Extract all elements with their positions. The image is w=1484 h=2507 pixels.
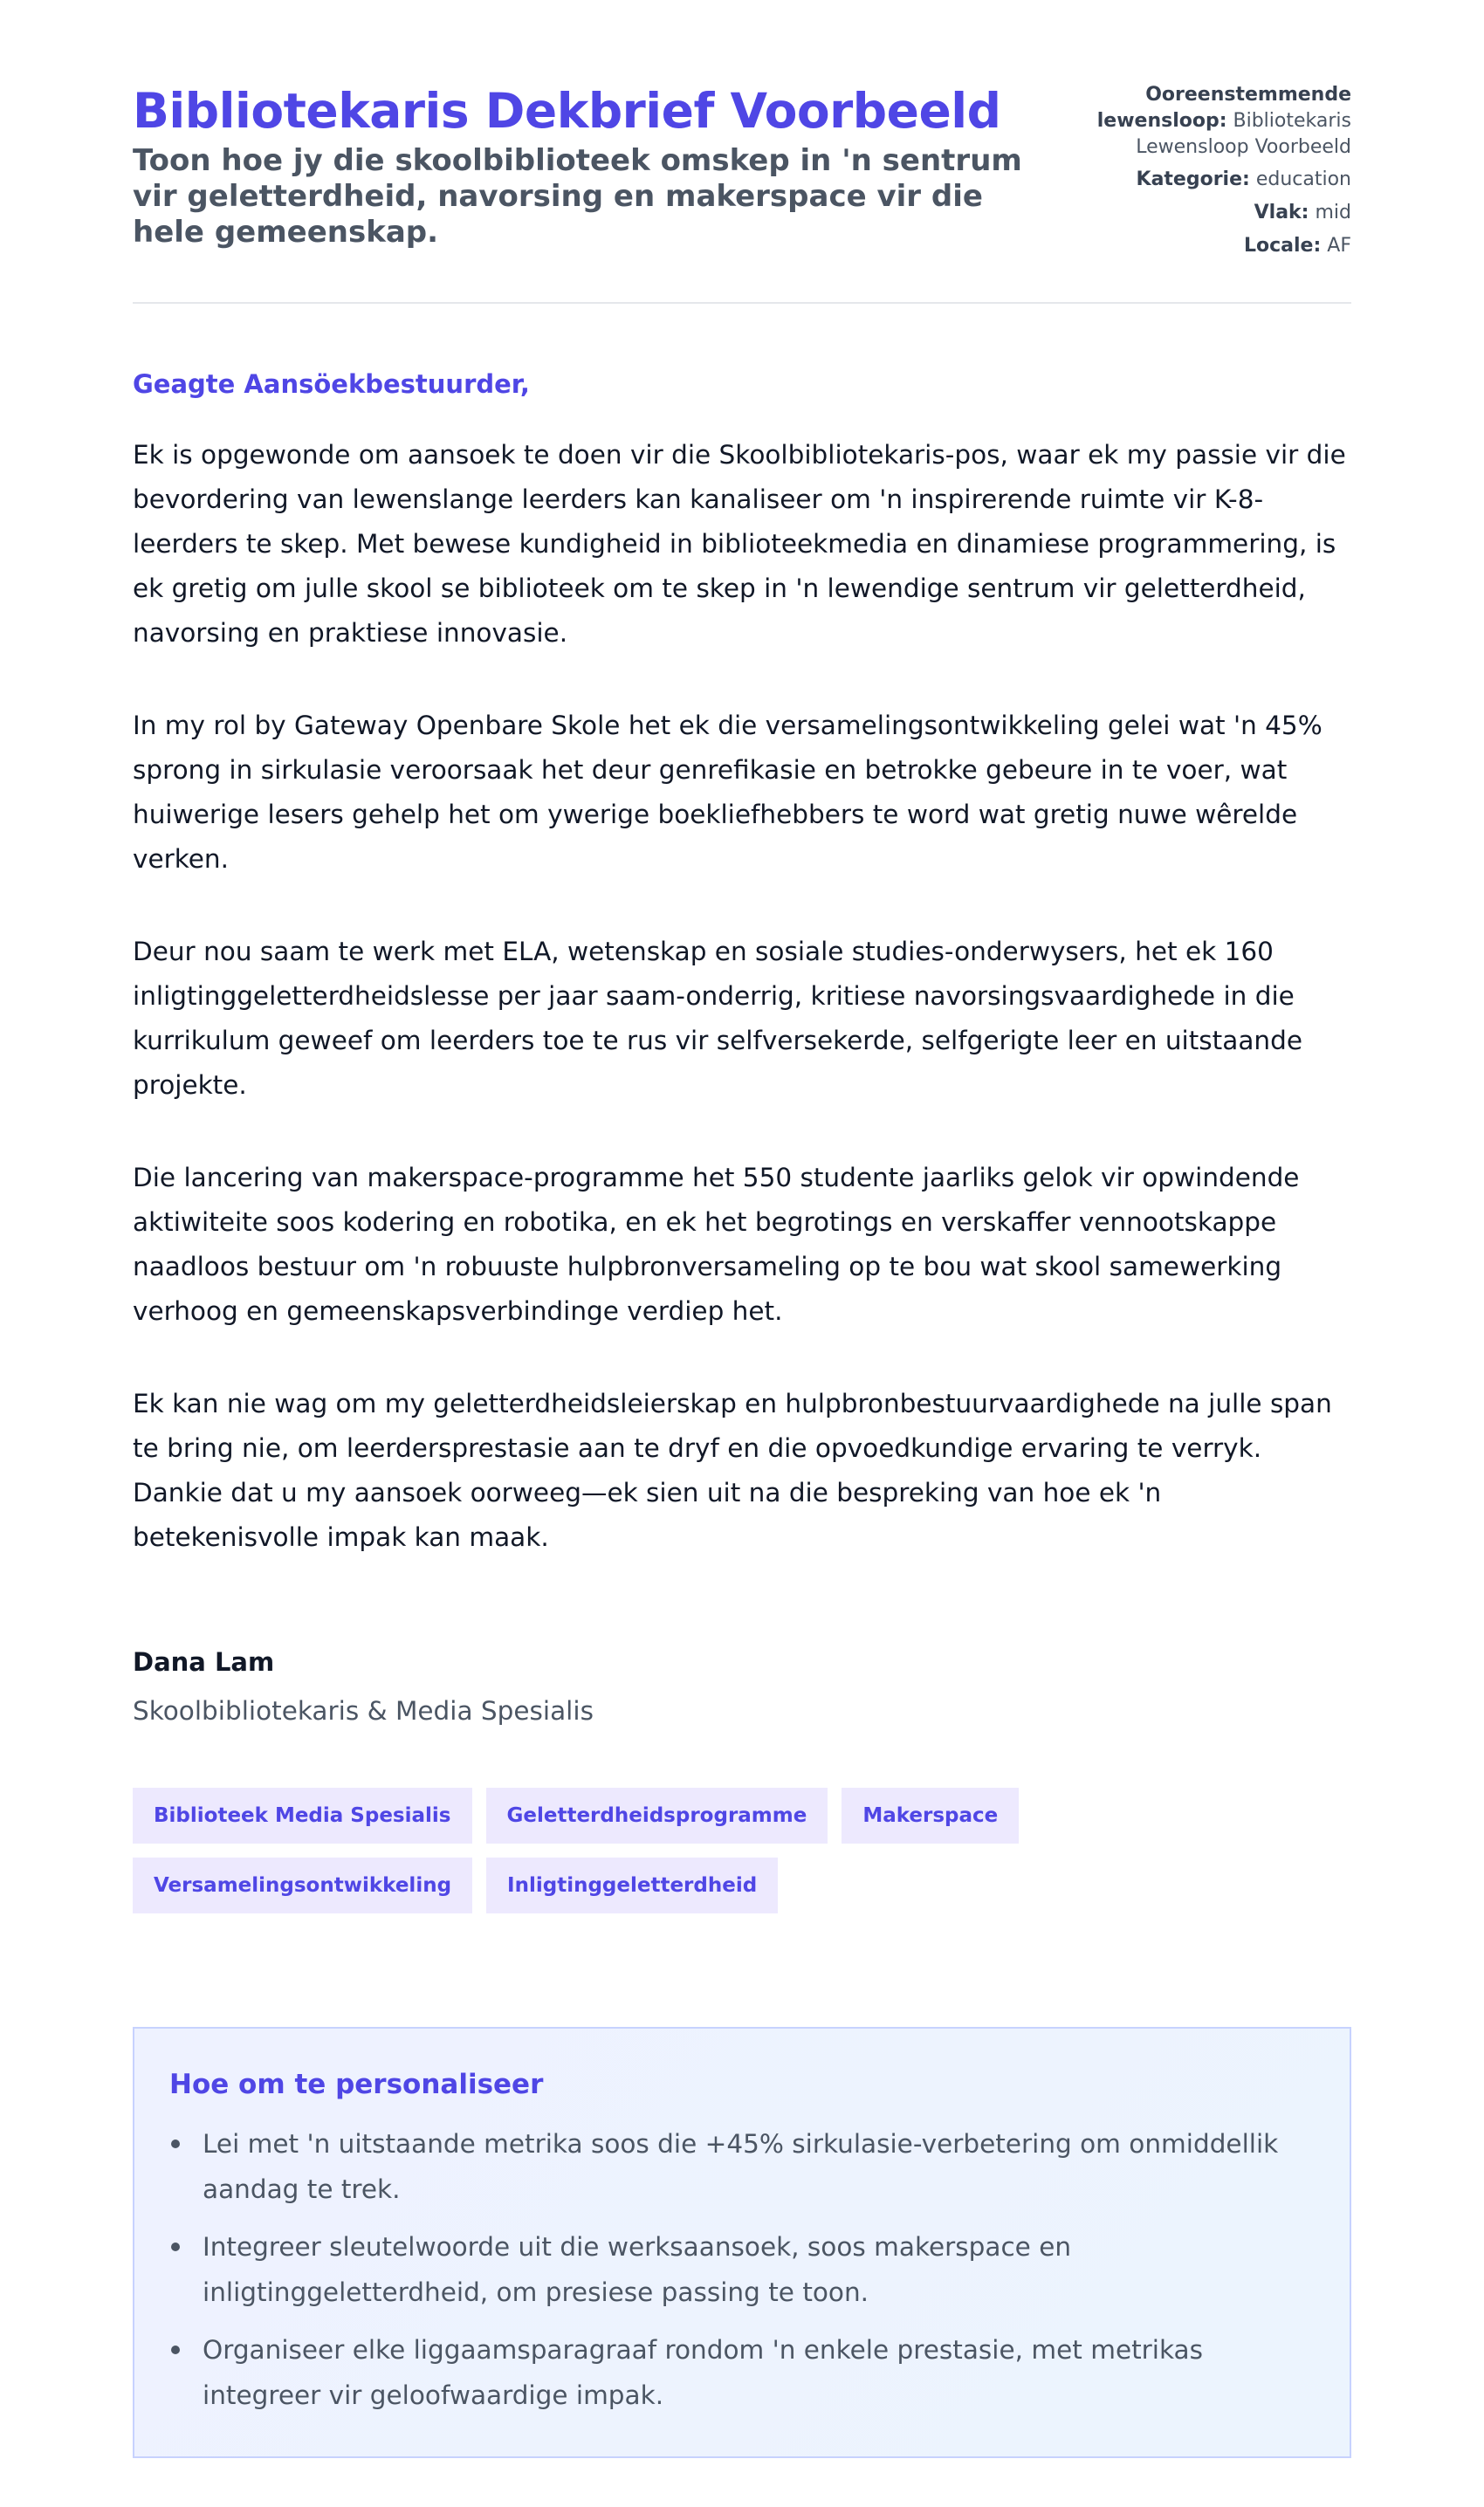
meta-locale-label: Locale: — [1244, 235, 1322, 257]
tag-chip[interactable]: Versamelingsontwikkeling — [133, 1858, 472, 1913]
tip-text: Organiseer elke liggaamsparagraaf rondom 'n enkele prestasie, met metrikas integreer vir geloofwaardige impak. — [203, 2335, 1203, 2410]
meta-panel — [1055, 82, 1351, 266]
page-subtitle: Toon hoe jy die skoolbiblioteek omskep in 'n sentrum vir geletterdheid, navorsing en makerspace vir die hele gemeenskap. — [133, 143, 1022, 250]
meta-locale-value: AF — [1327, 235, 1351, 257]
tips-list — [169, 2121, 1315, 2418]
tag-chip[interactable]: Geletterdheidsprogramme — [486, 1788, 828, 1844]
meta-locale — [1055, 233, 1351, 259]
meta-category — [1055, 167, 1351, 193]
tag-list — [133, 1788, 1351, 1913]
tag-chip[interactable]: Biblioteek Media Spesialis — [133, 1788, 472, 1844]
tip-item — [169, 2121, 1315, 2212]
page-title: Bibliotekaris Dekbrief Voorbeeld — [133, 83, 1001, 139]
letter-salutation: Geagte Aansöekbestuurder, — [133, 369, 530, 399]
letter-paragraph: Ek kan nie wag om my geletterdheidsleierskap en hulpbronbestuurvaardighede na julle span te bring nie, om leerdersprestasie aan te dryf en die opvoedkundige ervaring te verryk. Dankie dat u my aansoek oorweeg—ek sien uit na die bespreking van hoe ek 'n betekenisvolle impak kan maak. — [133, 1389, 1332, 1552]
tips-title: Hoe om te personaliseer — [169, 2069, 544, 2100]
meta-category-label: Kategorie: — [1136, 168, 1250, 190]
letter-body — [133, 304, 1351, 1727]
tip-item — [169, 2327, 1315, 2418]
tip-text: Integreer sleutelwoorde uit die werksaansoek, soos makerspace en inligtinggeletterdheid, om presiese passing te toon. — [203, 2232, 1072, 2307]
bullet-icon — [171, 2243, 180, 2251]
tip-text: Lei met 'n uitstaande metrika soos die +45% sirkulasie-verbetering om onmiddellik aandag te trek. — [203, 2129, 1279, 2204]
bullet-icon — [171, 2140, 180, 2148]
meta-level-label: Vlak: — [1254, 202, 1309, 223]
letter-paragraph: In my rol by Gateway Openbare Skole het ek die versamelingsontwikkeling gelei wat 'n 45% sprong in sirkulasie veroorsaak het deur genrefikasie en betrokke gebeure in te voer, wat huiwerige lesers gehelp het om ywerige boekliefhebbers te word wat gretig nuwe wêrelde verken. — [133, 711, 1323, 874]
signature-name: Dana Lam — [133, 1647, 275, 1677]
tip-item — [169, 2224, 1315, 2315]
meta-level-value: mid — [1315, 202, 1351, 223]
meta-category-value: education — [1255, 168, 1351, 190]
tag-chip[interactable]: Inligtinggeletterdheid — [486, 1858, 778, 1913]
meta-resume — [1055, 82, 1351, 161]
letter-paragraph: Deur nou saam te werk met ELA, wetenskap en sosiale studies-onderwysers, het ek 160 inligtinggeletterdheidslesse per jaar saam-onderrig, kritiese navorsingsvaardighede in die kurrikulum geweef om leerders toe te rus vir selfversekerde, selfgerigte leer en uitstaande projekte. — [133, 937, 1302, 1100]
personalize-tips-box — [133, 2027, 1351, 2458]
meta-resume-link[interactable]: Bibliotekaris Lewensloop Voorbeeld — [1136, 110, 1351, 158]
meta-resume-label: Ooreenstemmende lewensloop: — [1096, 84, 1351, 132]
letter-paragraph: Ek is opgewonde om aansoek te doen vir die Skoolbibliotekaris-pos, waar ek my passie vir die bevordering van lewenslange leerders kan kanaliseer om 'n inspirerende ruimte vir K-8-leerders te skep. Met bewese kundigheid in biblioteekmedia en dinamiese programmering, is ek gretig om julle skool se biblioteek om te skep in 'n lewendige sentrum vir geletterdheid, navorsing en praktiese innovasie. — [133, 440, 1346, 648]
page-header — [133, 0, 1351, 304]
signature-role: Skoolbibliotekaris & Media Spesialis — [133, 1696, 594, 1726]
tag-chip[interactable]: Makerspace — [842, 1788, 1019, 1844]
meta-level — [1055, 200, 1351, 226]
letter-paragraph: Die lancering van makerspace-programme het 550 studente jaarliks gelok vir opwindende aktiwiteite soos kodering en robotika, en ek het begrotings en verskaffer vennootskappe naadloos bestuur om 'n robuuste hulpbronversameling op te bou wat skool samewerking verhoog en gemeenskapsverbindinge verdiep het. — [133, 1163, 1300, 1326]
bullet-icon — [171, 2346, 180, 2354]
